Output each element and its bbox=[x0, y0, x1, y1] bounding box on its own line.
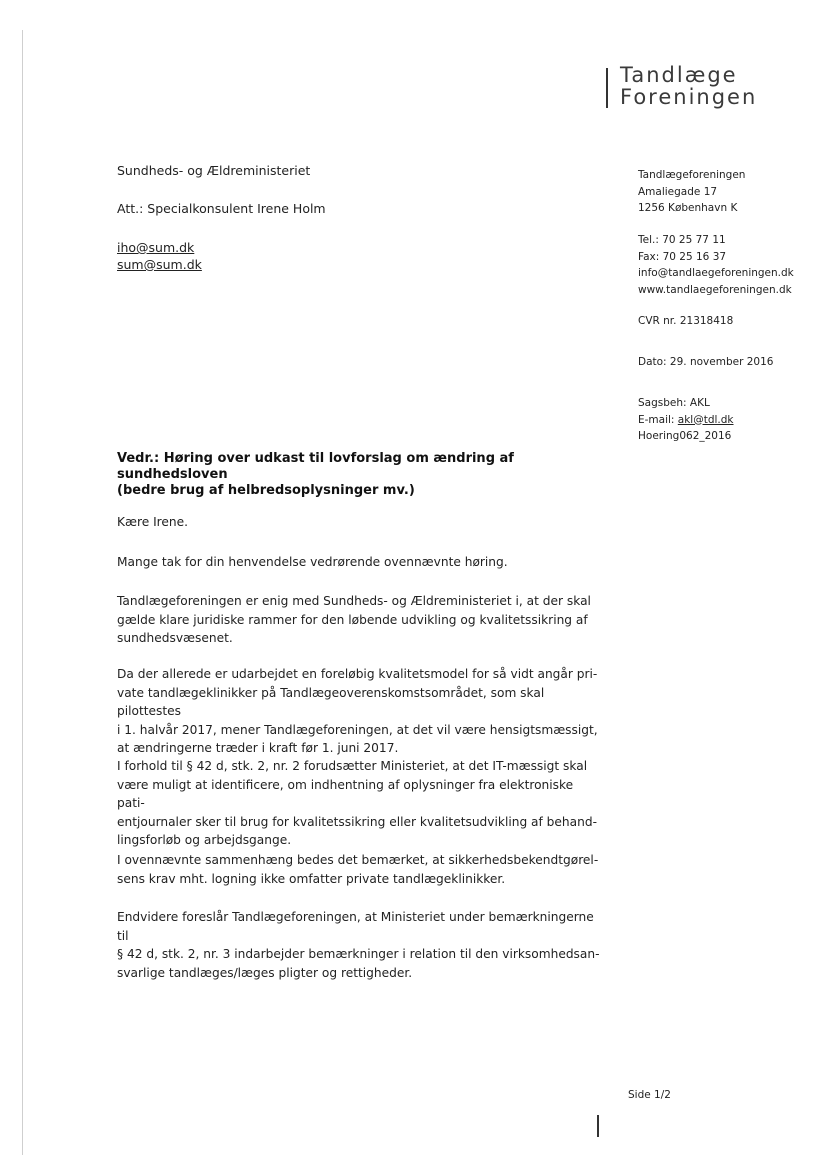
paragraph-line: lingsforløb og arbejdsgange. bbox=[117, 833, 292, 847]
paragraph-line: at ændringerne træder i kraft før 1. juni 2017. bbox=[117, 741, 399, 755]
sender-contact bbox=[638, 232, 794, 298]
paragraph-4 bbox=[117, 757, 603, 850]
subject-line-2: (bedre brug af helbredsoplysninger mv.) bbox=[117, 483, 415, 498]
recipient-name: Sundheds- og Ældreministeriet bbox=[117, 163, 311, 178]
paragraph-3 bbox=[117, 665, 603, 758]
logo-line-1: Tandlæge bbox=[620, 63, 738, 87]
sender-cvr: CVR nr. 21318418 bbox=[638, 315, 734, 327]
recipient-email-2[interactable]: sum@sum.dk bbox=[117, 257, 202, 272]
paragraph-line: Da der allerede er udarbejdet en foreløbig kvalitetsmodel for så vidt angår pri- bbox=[117, 667, 598, 681]
paragraph-line: Tandlægeforeningen er enig med Sundheds- og Ældreministeriet i, at der skal bbox=[117, 594, 591, 608]
case-email-link[interactable]: akl@tdl.dk bbox=[677, 413, 734, 426]
case-email-row bbox=[638, 412, 734, 429]
sender-address bbox=[638, 167, 745, 217]
sender-email[interactable]: info@tandlaegeforeningen.dk bbox=[638, 267, 794, 279]
paragraph-line: vate tandlægeklinikker på Tandlægeoverenskomstsområdet, som skal pilottestes bbox=[117, 685, 545, 718]
paragraph-line: sens krav mht. logning ikke omfatter private tandlægeklinikker. bbox=[117, 871, 506, 886]
letter-subject bbox=[117, 451, 607, 499]
logo-bar bbox=[606, 68, 608, 108]
paragraph-line: Mange tak for din henvendelse vedrørende ovennævnte høring. bbox=[117, 555, 508, 569]
case-email-label: E-mail: bbox=[638, 413, 678, 426]
paragraph-line: § 42 d, stk. 2, nr. 3 indarbejder bemærkninger i relation til den virksomhedsan- bbox=[117, 947, 600, 961]
paragraph-line: I forhold til § 42 d, stk. 2, nr. 2 forudsætter Ministeriet, at det IT-mæssigt skal bbox=[117, 759, 588, 773]
left-margin-line bbox=[22, 30, 23, 1155]
bottom-bar-mark bbox=[597, 1115, 599, 1137]
paragraph-line: entjournaler sker til brug for kvalitetssikring eller kvalitetsudvikling af behand- bbox=[117, 814, 597, 829]
paragraph-line: Endvidere foreslår Tandlægeforeningen, at Ministeriet under bemærkningerne til bbox=[117, 910, 594, 943]
letter-date: Dato: 29. november 2016 bbox=[638, 356, 774, 368]
paragraph-line: i 1. halvår 2017, mener Tandlægeforeningen, at det vil være hensigtsmæssigt, bbox=[117, 722, 598, 737]
recipient-email-1[interactable]: iho@sum.dk bbox=[117, 240, 195, 255]
sender-fax: Fax: 70 25 16 37 bbox=[638, 250, 727, 263]
paragraph-2 bbox=[117, 592, 603, 648]
page-number: Side 1/2 bbox=[628, 1089, 671, 1101]
subject-line-1: Vedr.: Høring over udkast til lovforslag om ændring af sundhedsloven bbox=[117, 451, 514, 482]
case-handler: Sagsbeh: AKL bbox=[638, 397, 710, 409]
sender-street: Amaliegade 17 bbox=[638, 185, 718, 198]
sender-tel: Tel.: 70 25 77 11 bbox=[638, 234, 726, 246]
logo-line-2: Foreningen bbox=[620, 85, 758, 109]
paragraph-6 bbox=[117, 908, 603, 982]
paragraph-1 bbox=[117, 553, 603, 572]
case-reference: Hoering062_2016 bbox=[638, 430, 732, 442]
paragraph-line: I ovennævnte sammenhæng bedes det bemærket, at sikkerhedsbekendtgørel- bbox=[117, 853, 599, 867]
sender-web[interactable]: www.tandlaegeforeningen.dk bbox=[638, 283, 792, 296]
sender-org: Tandlægeforeningen bbox=[638, 169, 746, 181]
recipient-att: Att.: Specialkonsulent Irene Holm bbox=[117, 201, 326, 216]
greeting: Kære Irene. bbox=[117, 515, 189, 529]
paragraph-line: sundhedsvæsenet. bbox=[117, 631, 233, 645]
sender-city: 1256 København K bbox=[638, 202, 738, 214]
paragraph-5 bbox=[117, 851, 603, 888]
case-info bbox=[638, 395, 734, 445]
logo-text bbox=[620, 64, 757, 108]
paragraph-line: svarlige tandlæges/læges pligter og rettigheder. bbox=[117, 965, 413, 980]
paragraph-line: gælde klare juridiske rammer for den løbende udvikling og kvalitetssikring af bbox=[117, 612, 588, 627]
paragraph-line: være muligt at identificere, om indhentning af oplysninger fra elektroniske pati- bbox=[117, 777, 574, 810]
